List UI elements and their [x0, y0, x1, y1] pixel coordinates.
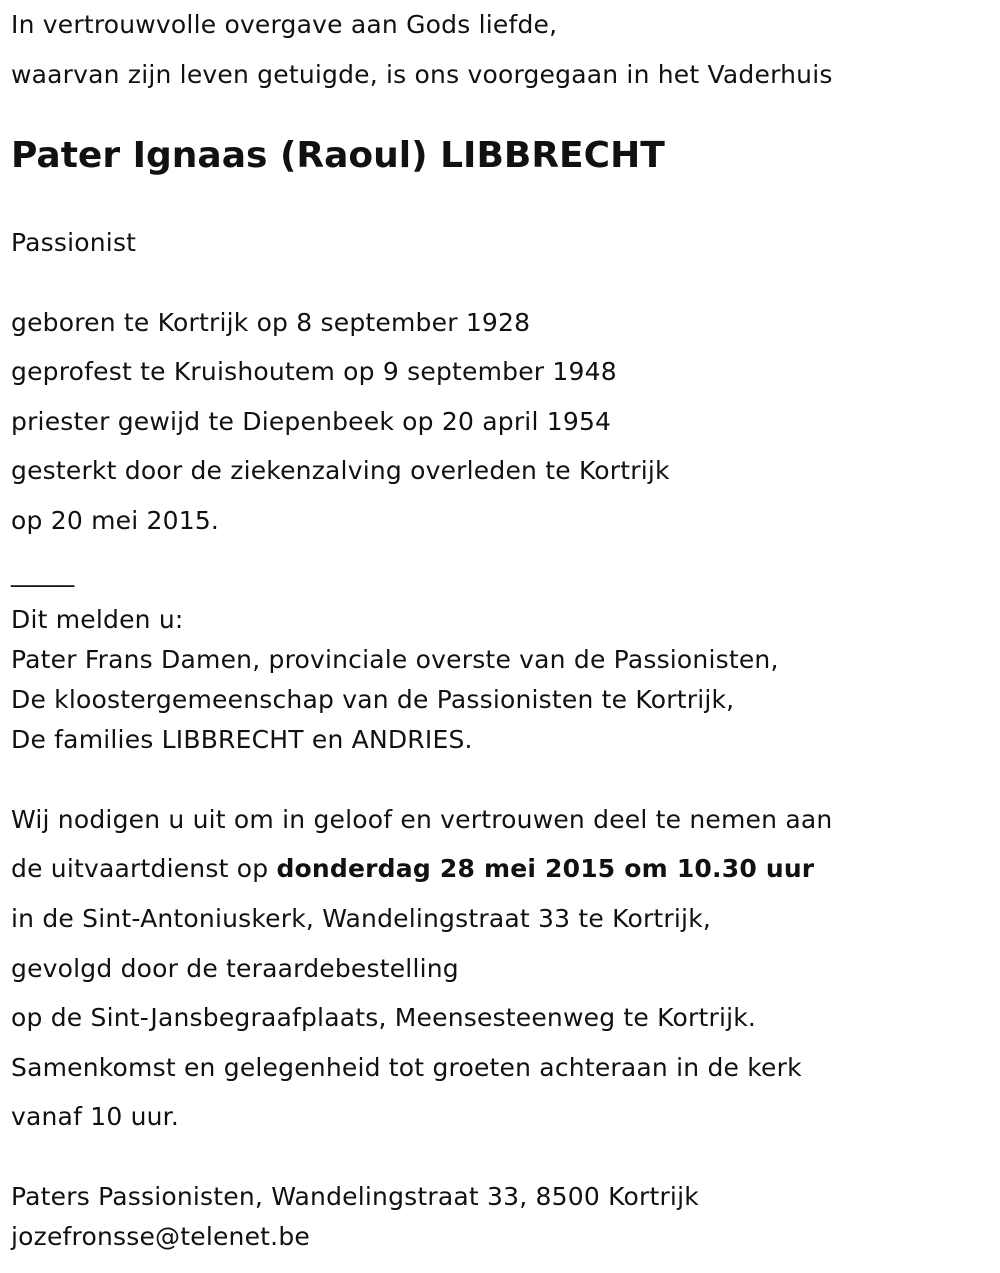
contact-address: Paters Passionisten, Wandelingstraat 33, 8500 Kortrijk [11, 1182, 699, 1211]
funeral-line-5: op de Sint-Jansbegraafplaats, Meensesteenweg te Kortrijk. [11, 1003, 757, 1032]
funeral-line-2-prefix: de uitvaartdienst op [11, 854, 277, 883]
funeral-date-time: donderdag 28 mei 2015 om 10.30 uur [276, 854, 815, 883]
professed-line: geprofest te Kruishoutem op 9 september 1948 [11, 357, 617, 386]
death-line-2: op 20 mei 2015. [11, 506, 220, 535]
announcers-intro: Dit melden u: [11, 605, 184, 634]
announcer-line-3: De families LIBBRECHT en ANDRIES. [11, 725, 473, 754]
deceased-name: Pater Ignaas (Raoul) LIBBRECHT [11, 135, 665, 176]
ordained-line: priester gewijd te Diepenbeek op 20 april 1954 [11, 407, 612, 436]
funeral-line-1: Wij nodigen u uit om in geloof en vertrouwen deel te nemen aan [11, 805, 833, 834]
funeral-line-4: gevolgd door de teraardebestelling [11, 954, 459, 983]
funeral-line-6: Samenkomst en gelegenheid tot groeten achteraan in de kerk [11, 1053, 802, 1082]
funeral-line-2 [11, 854, 814, 884]
announcer-line-1: Pater Frans Damen, provinciale overste van de Passionisten, [11, 645, 779, 674]
death-line-1: gesterkt door de ziekenzalving overleden te Kortrijk [11, 456, 670, 485]
intro-line-2: waarvan zijn leven getuigde, is ons voorgegaan in het Vaderhuis [11, 60, 833, 89]
funeral-line-3: in de Sint-Antoniuskerk, Wandelingstraat 33 te Kortrijk, [11, 904, 712, 933]
announcer-line-2: De kloostergemeenschap van de Passionisten te Kortrijk, [11, 685, 735, 714]
contact-email[interactable]: jozefronsse@telenet.be [11, 1222, 310, 1251]
born-line: geboren te Kortrijk op 8 september 1928 [11, 308, 531, 337]
separator: _____ [11, 558, 75, 587]
deceased-title: Passionist [11, 228, 137, 257]
funeral-line-7: vanaf 10 uur. [11, 1102, 180, 1131]
intro-line-1: In vertrouwvolle overgave aan Gods liefde, [11, 10, 558, 39]
